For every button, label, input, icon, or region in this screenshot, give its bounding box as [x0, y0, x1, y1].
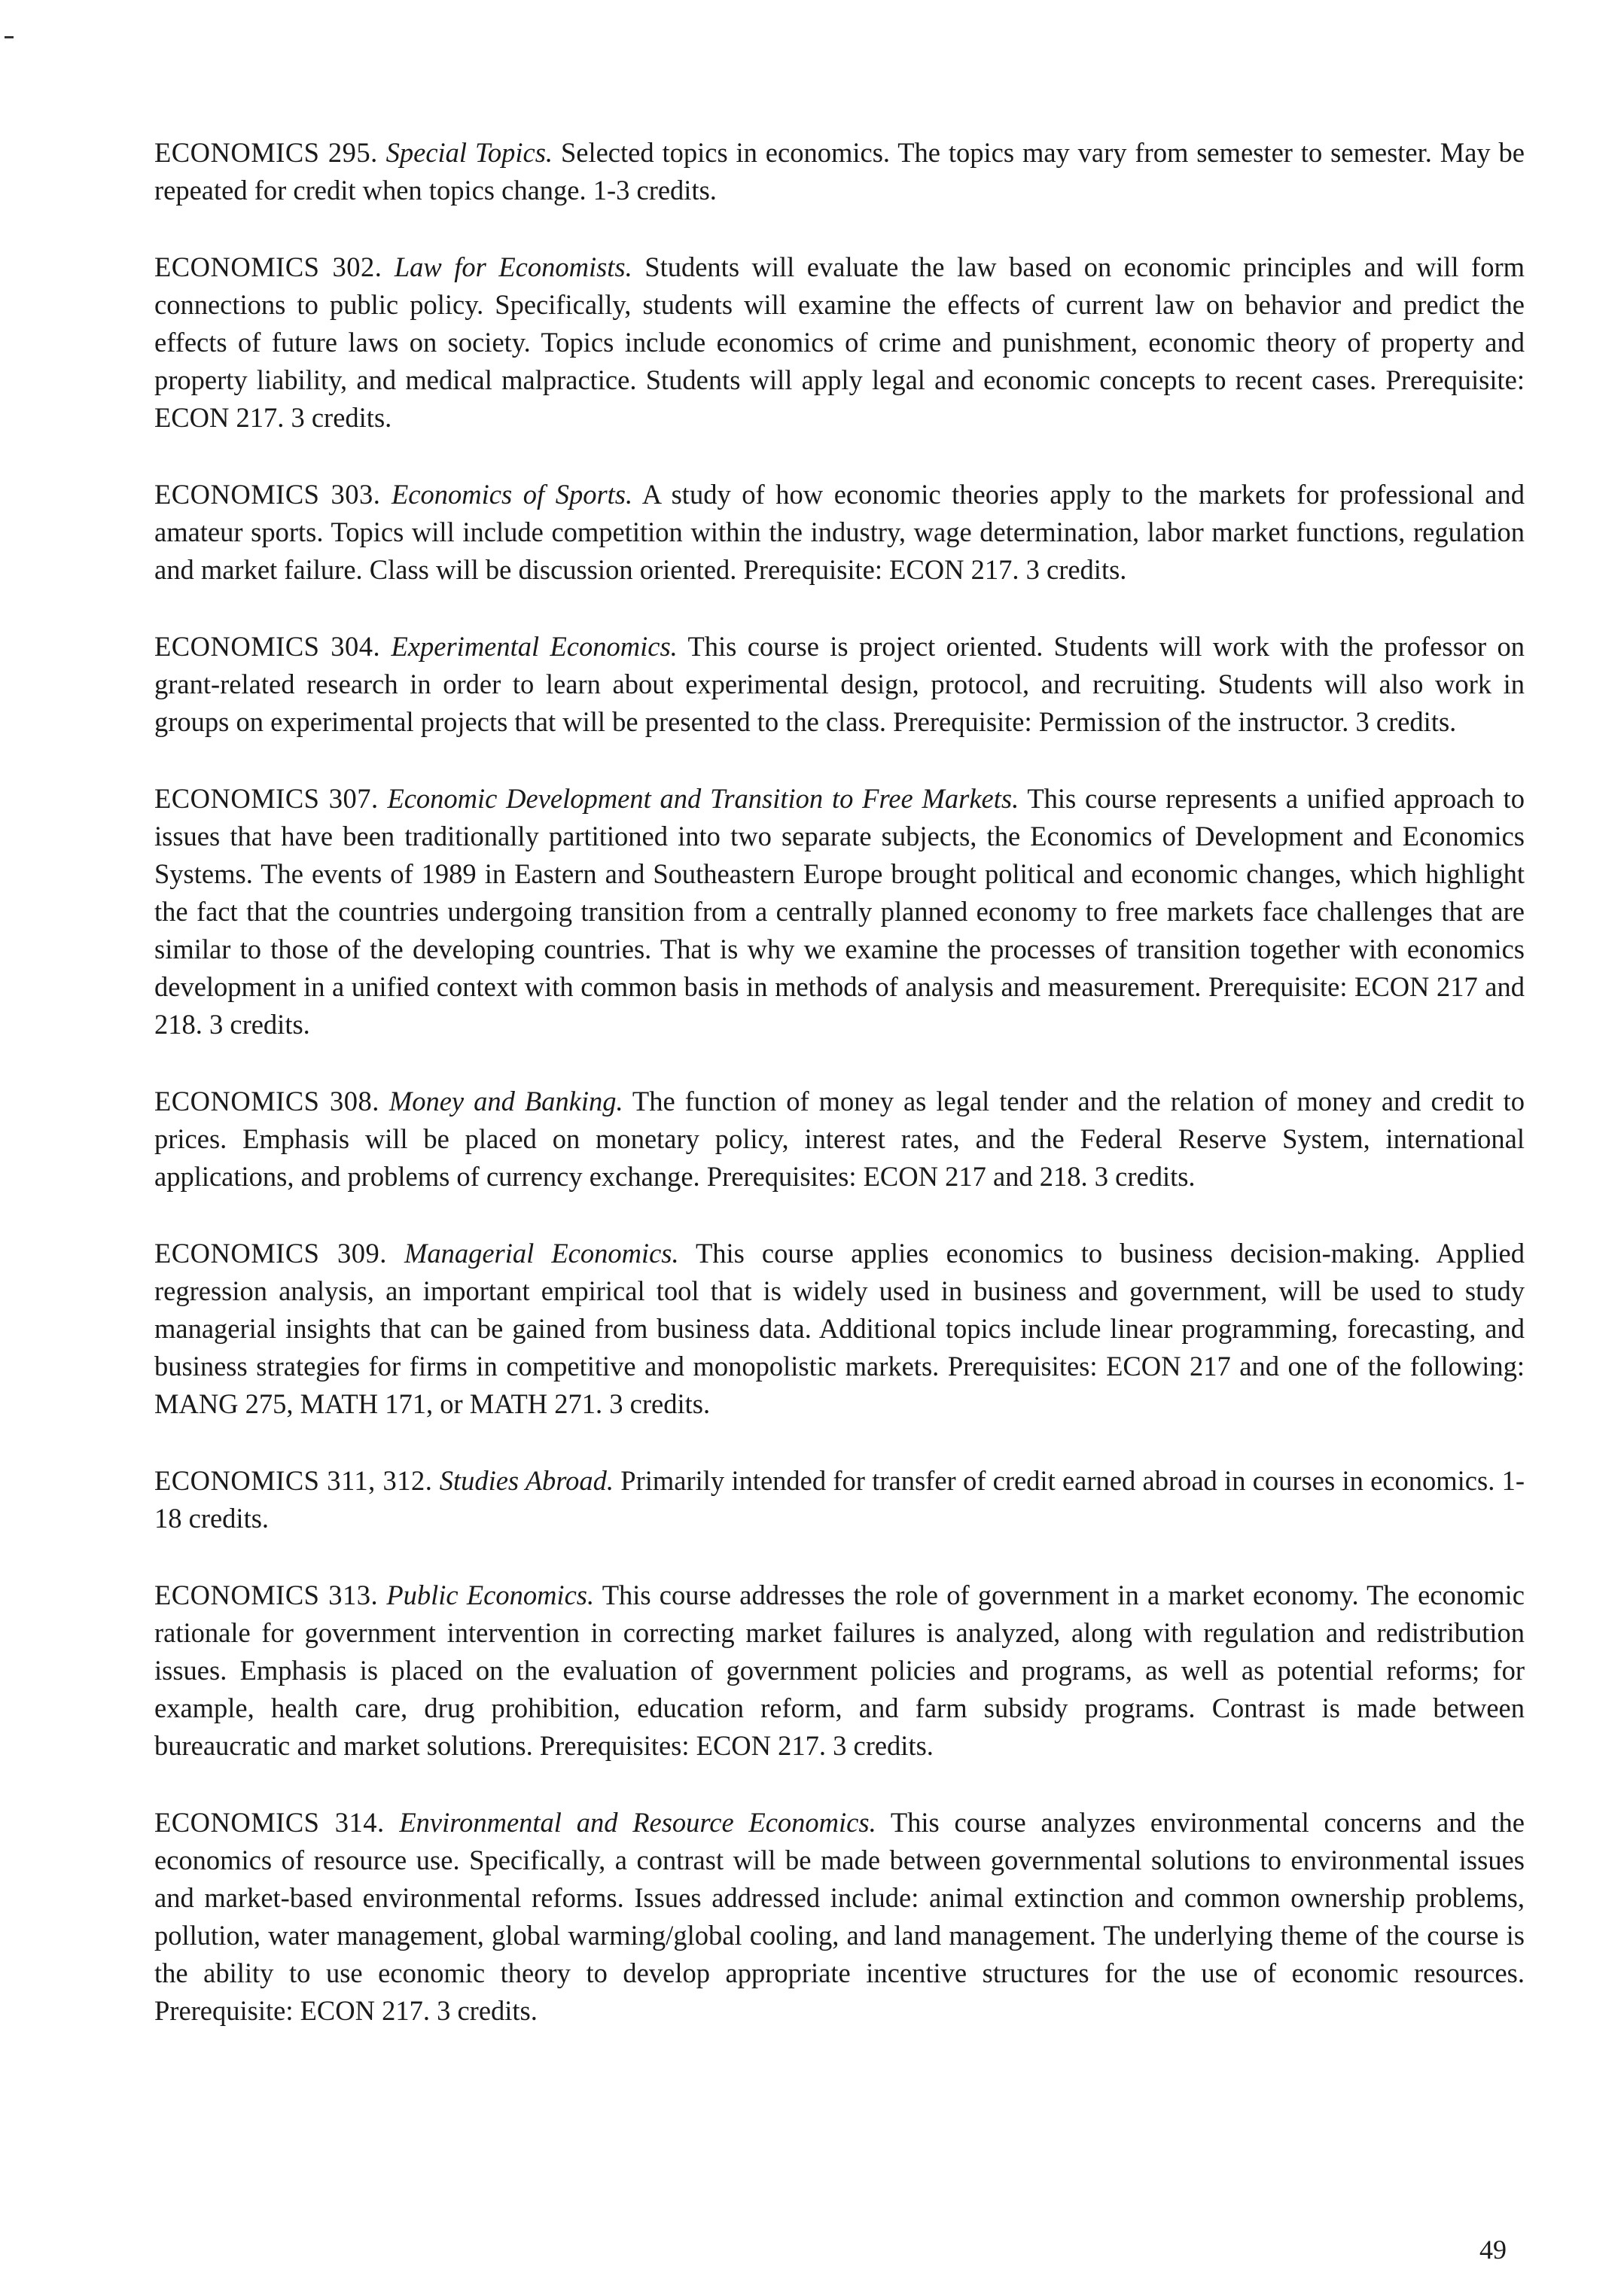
course-description: This course addresses the role of government in a market economy. The economic rationale for government intervention in correcting market failures is analyzed, along with regulation and redistribution issues. Emphasis is placed on the evaluation of government policies and programs, as well as potential reforms; for example, health care, drug prohibition, education reform, and farm subsidy programs. Contrast is made between bureaucratic and market solutions. Prerequisites: ECON 217. 3 credits. — [154, 1580, 1525, 1761]
course-description: This course is project oriented. Students will work with the professor on grant-related research in order to learn about experimental design, protocol, and recruiting. Students will also work in groups on experimental projects that will be presented to the class. Prerequisite: Permission of the instructor. 3 credits. — [154, 631, 1525, 737]
course-description: Primarily intended for transfer of credit earned abroad in courses in economics. 1-18 credits. — [154, 1465, 1525, 1534]
course-code: ECONOMICS 309. — [154, 1238, 387, 1269]
course-title: Special Topics. — [385, 137, 553, 168]
course-title: Law for Economists. — [394, 251, 632, 282]
course-code: ECONOMICS 313. — [154, 1580, 379, 1610]
course-code: ECONOMICS 308. — [154, 1086, 379, 1117]
course-description: This course analyzes environmental concerns and the economics of resource use. Specifically, a contrast will be made between governmental solutions to environmental issues and market-based environmental reforms. Issues addressed include: animal extinction and common ownership problems, pollution, water management, global warming/global cooling, and land management. The underlying theme of the course is the ability to use economic theory to develop appropriate incentive structures for the use of economic resources. Prerequisite: ECON 217. 3 credits. — [154, 1807, 1525, 2026]
course-title: Managerial Economics. — [404, 1238, 679, 1269]
course-description: A study of how economic theories apply to the markets for professional and amateur sports. Topics will include competition within the industry, wage determination, labor market functions, regulation and market failure. Class will be discussion oriented. Prerequisite: ECON 217. 3 credits. — [154, 479, 1525, 585]
course-code: ECONOMICS 303. — [154, 479, 381, 510]
course-description: Students will evaluate the law based on economic principles and will form connections to public policy. Specifically, students will examine the effects of current law on behavior and predict the effects of future laws on society. Topics include economics of crime and punishment, economic theory of property and property liability, and medical malpractice. Students will apply legal and economic concepts to recent cases. Prerequisite: ECON 217. 3 credits. — [154, 251, 1525, 433]
course-code: ECONOMICS 295. — [154, 137, 378, 168]
course-title: Economic Development and Transition to Free Markets. — [387, 783, 1019, 814]
course-code: ECONOMICS 302. — [154, 251, 382, 282]
course-entry-econ-309 — [154, 1235, 1525, 1423]
course-description: This course applies economics to business decision-making. Applied regression analysis, an important empirical tool that is widely used in business and government, will be used to study managerial insights that can be gained from business data. Additional topics include linear programming, forecasting, and business strategies for firms in competitive and monopolistic markets. Prerequisites: ECON 217 and one of the following: MANG 275, MATH 171, or MATH 271. 3 credits. — [154, 1238, 1525, 1419]
course-entry-econ-304 — [154, 628, 1525, 741]
course-code: ECONOMICS 307. — [154, 783, 379, 814]
course-code: ECONOMICS 311, 312. — [154, 1465, 433, 1496]
course-description: This course represents a unified approach to issues that have been traditionally partitioned into two separate subjects, the Economics of Development and Economics Systems. The events of 1989 in Eastern and Southeastern Europe brought political and economic changes, which highlight the fact that the countries undergoing transition from a centrally planned economy to free markets face challenges that are similar to those of the developing countries. That is why we examine the processes of transition together with economics development in a unified context with common basis in methods of analysis and measurement. Prerequisite: ECON 217 and 218. 3 credits. — [154, 783, 1525, 1040]
course-description: Selected topics in economics. The topics may vary from semester to semester. May be repeated for credit when topics change. 1-3 credits. — [154, 137, 1525, 206]
course-entry-econ-308 — [154, 1083, 1525, 1196]
course-title: Public Economics. — [386, 1580, 595, 1610]
course-list — [154, 134, 1525, 2069]
page-number: 49 — [1479, 2235, 1507, 2265]
course-entry-econ-295 — [154, 134, 1525, 209]
course-entry-econ-302 — [154, 248, 1525, 437]
course-code: ECONOMICS 314. — [154, 1807, 385, 1838]
course-entry-econ-311-312 — [154, 1462, 1525, 1537]
course-entry-econ-313 — [154, 1577, 1525, 1765]
course-entry-econ-303 — [154, 476, 1525, 589]
course-title: Money and Banking. — [388, 1086, 623, 1117]
course-entry-econ-307 — [154, 780, 1525, 1043]
course-description: The function of money as legal tender and the relation of money and credit to prices. Emphasis will be placed on monetary policy, interest rates, and the Federal Reserve System, international applications, and problems of currency exchange. Prerequisites: ECON 217 and 218. 3 credits. — [154, 1086, 1525, 1192]
course-entry-econ-314 — [154, 1804, 1525, 2030]
scan-mark — [5, 36, 14, 38]
course-code: ECONOMICS 304. — [154, 631, 381, 662]
course-title: Environmental and Resource Economics. — [399, 1807, 876, 1838]
course-title: Economics of Sports. — [392, 479, 633, 510]
course-title: Studies Abroad. — [439, 1465, 614, 1496]
course-title: Experimental Economics. — [391, 631, 678, 662]
